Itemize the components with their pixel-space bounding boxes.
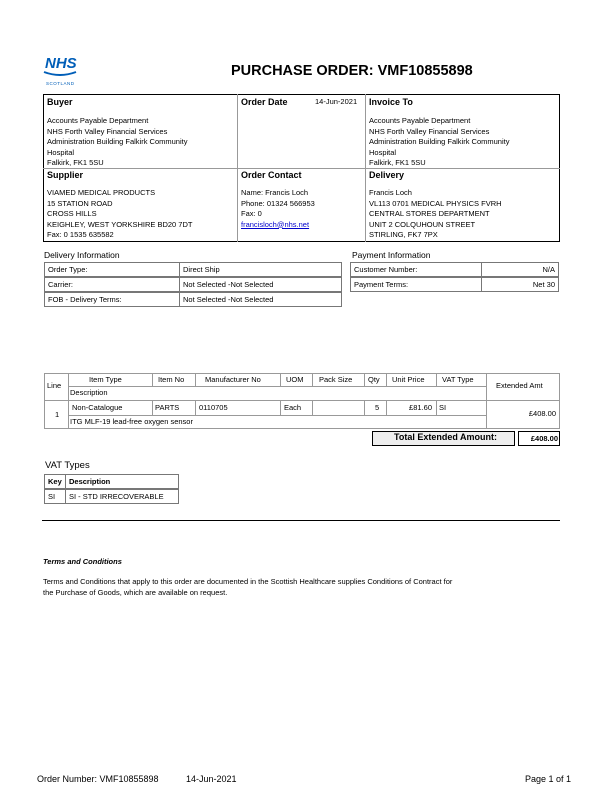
page-title: PURCHASE ORDER: VMF10855898 — [231, 63, 473, 79]
invoice-to-heading: Invoice To — [369, 97, 413, 107]
contact-name: Name: Francis Loch — [241, 188, 309, 197]
delivery-info-label: Order Type: — [44, 262, 180, 277]
payment-info-value: N/A — [481, 262, 559, 277]
vat-row-key: SI — [44, 489, 66, 504]
col-header-uom: UOM — [286, 375, 304, 384]
delivery-info-label: Carrier: — [44, 277, 180, 292]
row-uom: Each — [284, 403, 302, 412]
buyer-address: Accounts Payable Department NHS Forth Valley Financial Services Administration Building Falkirk Community Hospital Falkirk, FK1 5SU — [47, 116, 188, 167]
divider — [42, 520, 560, 521]
delivery-info-value: Direct Ship — [179, 262, 342, 277]
order-date-value: 14-Jun-2021 — [315, 97, 358, 106]
vat-types-heading: VAT Types — [45, 460, 90, 471]
col-header-item-type: Item Type — [89, 375, 122, 384]
supplier-heading: Supplier — [47, 170, 84, 180]
delivery-info-label: FOB - Delivery Terms: — [44, 292, 180, 307]
footer-date: 14-Jun-2021 — [186, 774, 237, 784]
payment-info-value: Net 30 — [481, 277, 559, 292]
row-qty: 5 — [375, 403, 380, 412]
svg-text:NHS: NHS — [45, 55, 77, 72]
row-vat-type: SI — [439, 403, 447, 412]
contact-phone: Phone: 01324 566953 — [241, 198, 315, 208]
footer-order-number: Order Number: VMF10855898 — [37, 774, 159, 784]
buyer-heading: Buyer — [47, 97, 73, 107]
contact-fax: Fax: 0 — [241, 209, 262, 218]
row-line-number: 1 — [55, 410, 60, 419]
terms-text-line2: the Purchase of Goods, which are available on request. — [43, 588, 228, 597]
contact-email-link[interactable]: francisloch@nhs.net — [241, 219, 310, 229]
total-value: £408.00 — [530, 434, 558, 443]
order-date-heading: Order Date — [241, 97, 288, 107]
col-header-description: Description — [70, 388, 108, 397]
order-contact-heading: Order Contact — [241, 170, 302, 180]
row-description: ITG MLF-19 lead-free oxygen sensor — [70, 417, 193, 426]
col-header-vat-type: VAT Type — [442, 375, 474, 384]
footer-page-number: Page 1 of 1 — [525, 774, 572, 784]
terms-text-line1: Terms and Conditions that apply to this order are documented in the Scottish Healthcare supplies Conditions of Contract for — [43, 577, 453, 586]
delivery-heading: Delivery — [369, 170, 405, 180]
supplier-address: VIAMED MEDICAL PRODUCTS 15 STATION ROAD CROSS HILLS KEIGHLEY, WEST YORKSHIRE BD20 7DT Fax: 0 1535 635582 — [47, 188, 193, 239]
row-unit-price: £81.60 — [409, 403, 432, 412]
col-header-line: Line — [47, 381, 62, 390]
col-header-unit-price: Unit Price — [392, 375, 425, 384]
vat-header-description: Description — [65, 474, 179, 489]
nhs-scotland-logo — [40, 50, 80, 90]
logo-scotland-text: SCOTLAND — [46, 81, 75, 86]
col-header-pack-size: Pack Size — [319, 375, 353, 384]
row-item-no: PARTS — [155, 403, 180, 412]
payment-info-label: Payment Terms: — [350, 277, 482, 292]
delivery-info-value: Not Selected -Not Selected — [179, 292, 342, 307]
delivery-info-heading: Delivery Information — [44, 250, 120, 260]
col-header-qty: Qty — [368, 375, 380, 384]
order-contact-details — [241, 188, 315, 230]
col-header-manufacturer-no: Manufacturer No — [205, 375, 261, 384]
delivery-address: Francis Loch VL113 0701 MEDICAL PHYSICS FVRH CENTRAL STORES DEPARTMENT UNIT 2 COLQUHOUN STREET STIRLING, FK7 7PX — [369, 188, 502, 239]
vat-header-key: Key — [44, 474, 66, 489]
payment-info-label: Customer Number: — [350, 262, 482, 277]
terms-heading: Terms and Conditions — [43, 557, 122, 566]
row-item-type: Non-Catalogue — [72, 403, 123, 412]
delivery-info-value: Not Selected -Not Selected — [179, 277, 342, 292]
payment-info-heading: Payment Information — [352, 250, 431, 260]
col-header-extended-amt: Extended Amt — [496, 381, 543, 390]
vat-row-description: SI - STD IRRECOVERABLE — [65, 489, 179, 504]
col-header-item-no: Item No — [158, 375, 185, 384]
row-manufacturer-no: 0110705 — [199, 403, 228, 412]
row-extended-amt: £408.00 — [528, 409, 556, 418]
invoice-to-address: Accounts Payable Department NHS Forth Valley Financial Services Administration Building Falkirk Community Hospital Falkirk, FK1 5SU — [369, 116, 510, 167]
total-label: Total Extended Amount: — [394, 432, 497, 442]
